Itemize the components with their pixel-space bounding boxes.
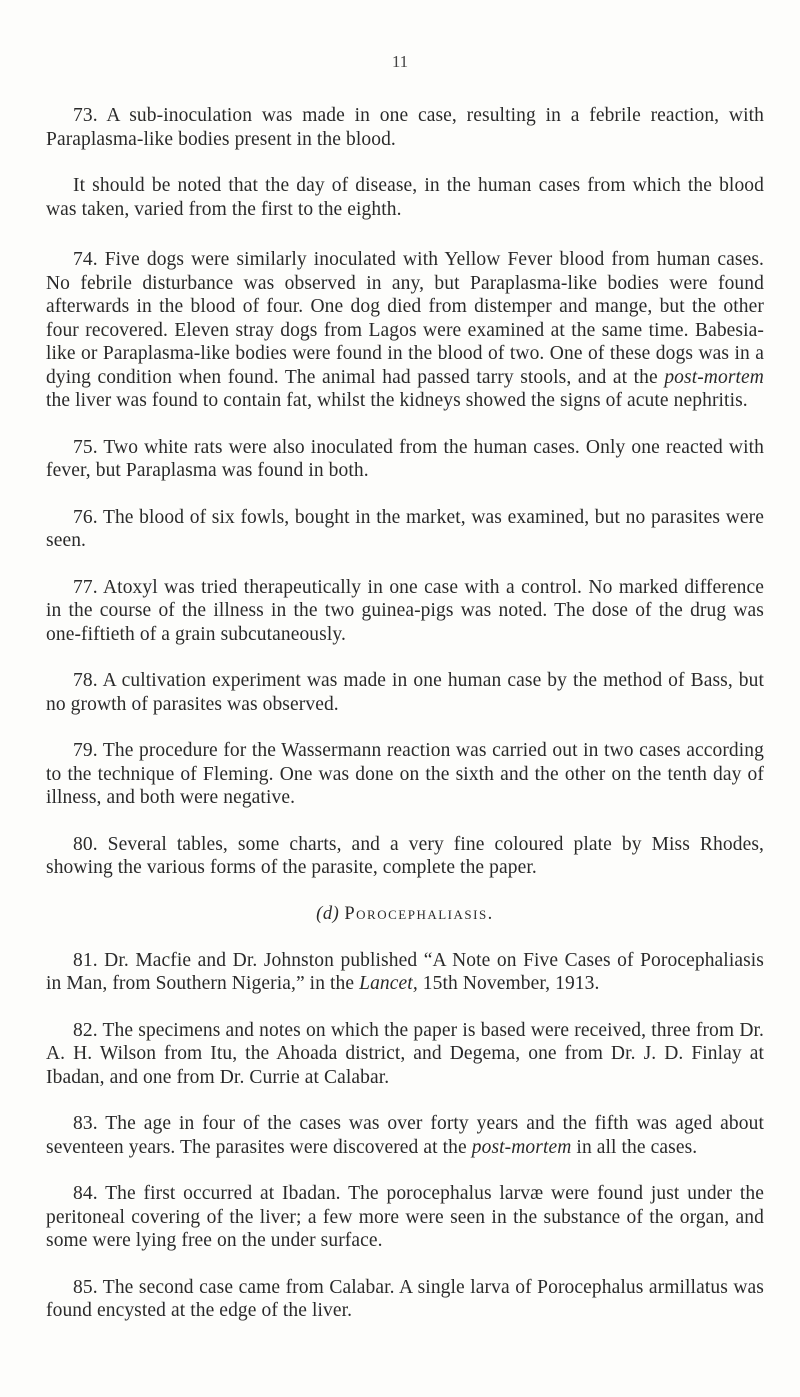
paragraph-73-note: It should be noted that the day of disease, in the human cases from which the blood was taken, varied from the first to the eighth. <box>46 175 764 220</box>
paragraph-75: 75. Two white rats were also inoculated from the human cases. Only one reacted with fever, but Paraplasma was found in both. <box>46 436 764 481</box>
paragraph-82: 82. The specimens and notes on which the paper is based were received, three from Dr. A. H. Wilson from Itu, the Ahoada district, and Degema, one from Dr. J. D. Finlay at Ibadan, and one from Dr. Currie at Calabar. <box>46 1019 764 1088</box>
paragraph-81 <box>46 949 764 996</box>
paragraph-83 <box>46 1112 764 1159</box>
section-heading-title: Porocephaliasis. <box>344 903 494 924</box>
page-body <box>46 104 764 1346</box>
paragraph-74-italic: post-mortem <box>664 366 764 388</box>
paragraph-83-text: 83. The age in four of the cases was over forty years and the fifth was aged about seventeen years. The parasites were discovered at the <box>46 1113 764 1158</box>
paragraph-83-end: in all the cases. <box>576 1136 698 1158</box>
paragraph-84: 84. The first occurred at Ibadan. The porocephalus larvæ were found just under the peritoneal covering of the liver; a few more were seen in the substance of the organ, and some were lying free on the under surface. <box>46 1183 764 1251</box>
paragraph-76: 76. The blood of six fowls, bought in the market, was examined, but no parasites were seen. <box>46 506 764 551</box>
section-heading <box>46 903 764 925</box>
paragraph-81-italic: Lancet, <box>359 973 418 994</box>
paragraph-77: 77. Atoxyl was tried therapeutically in one case with a control. No marked difference in the course of the illness in the two guinea-pigs was noted. The dose of the drug was one-fiftieth of a grain subcutaneously. <box>46 576 764 645</box>
paragraph-74 <box>46 248 764 413</box>
paragraph-73: 73. A sub-inoculation was made in one case, resulting in a febrile reaction, with Paraplasma-like bodies present in the blood. <box>46 105 764 150</box>
section-heading-letter: (d) <box>316 903 340 924</box>
paragraph-85: 85. The second case came from Calabar. A single larva of Porocephalus armillatus was found encysted at the edge of the liver. <box>46 1276 764 1321</box>
paragraph-83-italic: post-mortem <box>471 1136 572 1158</box>
paragraph-79: 79. The procedure for the Wassermann reaction was carried out in two cases according to the technique of Fleming. One was done on the sixth and the other on the tenth day of illness, and both were negative. <box>46 740 764 808</box>
paragraph-74-text: 74. Five dogs were similarly inoculated with Yellow Fever blood from human cases. No febrile disturbance was observed in any, but Paraplasma-like bodies were found afterwards in the blood of four. One dog died from distemper and mange, but the other four recovered. Eleven stray dogs from Lagos were examined at the same time. Babesia-like or Paraplasma-like bodies were found in the blood of two. One of these dogs was in a dying condition when found. The animal had passed tarry stools, and at the <box>46 249 764 388</box>
paragraph-80: 80. Several tables, some charts, and a very fine coloured plate by Miss Rhodes, showing the various forms of the parasite, complete the paper. <box>46 833 764 878</box>
paragraph-81-end: 15th November, 1913. <box>422 973 600 994</box>
paragraph-81-text: 81. Dr. Macfie and Dr. Johnston published “A Note on Five Cases of Porocephaliasis in Man, from Southern Nigeria,” in the <box>46 949 764 994</box>
paragraph-78: 78. A cultivation experiment was made in one human case by the method of Bass, but no growth of parasites was observed. <box>46 670 764 715</box>
page-number: 11 <box>391 52 409 71</box>
paragraph-74-end: the liver was found to contain fat, whilst the kidneys showed the signs of acute nephritis. <box>46 390 748 411</box>
